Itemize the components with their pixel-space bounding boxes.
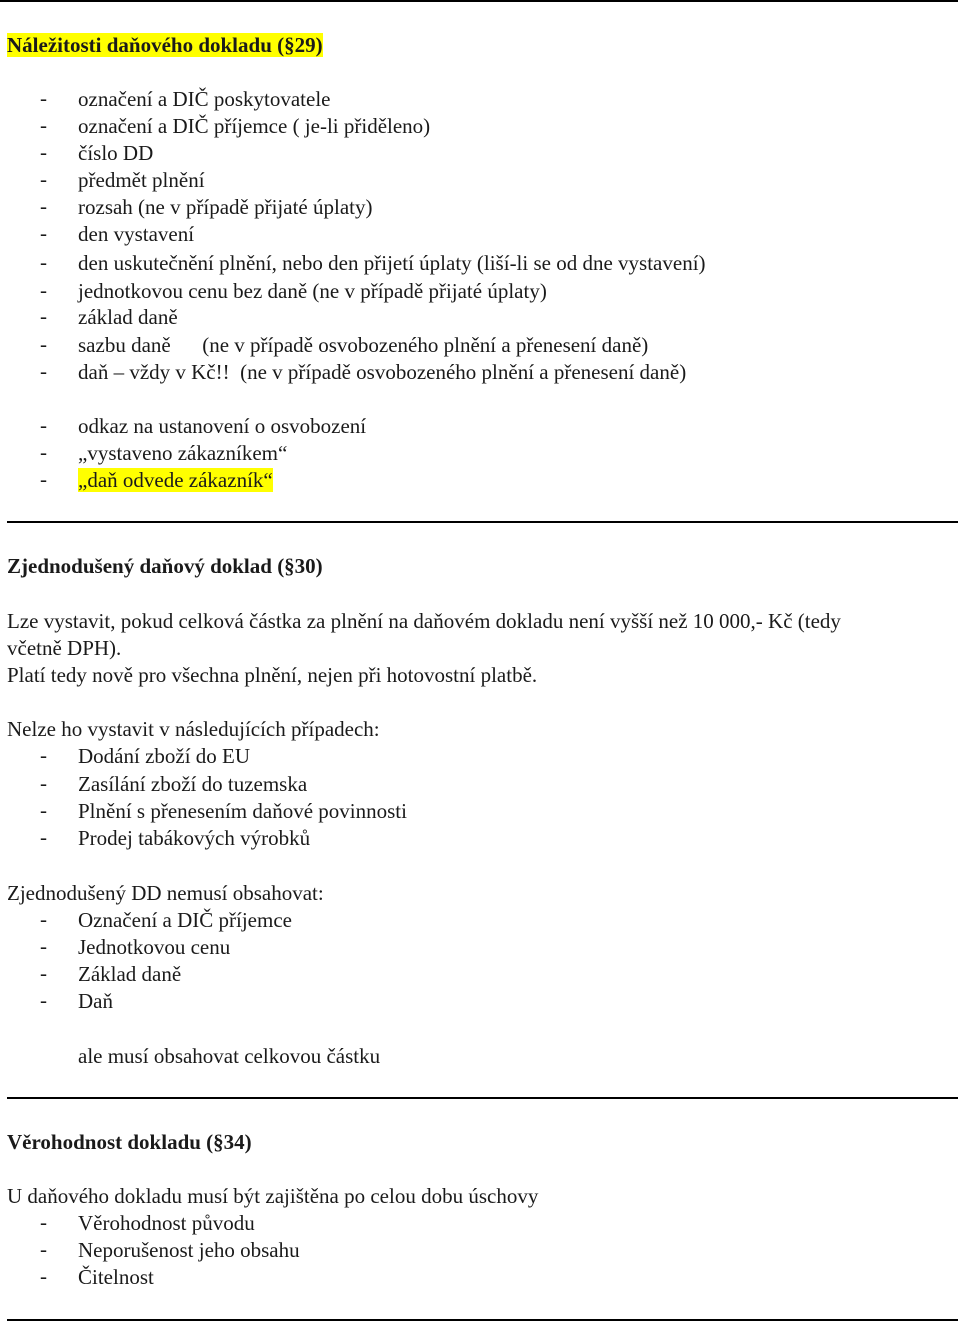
section-divider — [7, 521, 958, 523]
section2-heading: Zjednodušený daňový doklad (§30) — [7, 554, 323, 578]
list-item: - Plnění s přenesením daňové povinnosti — [40, 798, 407, 823]
section1-heading-text: Náležitosti daňového dokladu (§29) — [7, 33, 323, 57]
list-item: - označení a DIČ poskytovatele — [40, 86, 331, 111]
section2-paragraph: Lze vystavit, pokud celková částka za plnění na daňovém dokladu není vyšší než 10 000,- Kč (tedy — [7, 609, 841, 633]
cannot-issue-intro: Nelze ho vystavit v následujících případech: — [7, 717, 380, 741]
list-item: - Čitelnost — [40, 1264, 154, 1289]
list-item: - „vystaveno zákazníkem“ — [40, 440, 288, 465]
list-item: - Daň — [40, 988, 113, 1013]
top-rule — [0, 0, 958, 2]
list-item: - rozsah (ne v případě přijaté úplaty) — [40, 194, 373, 219]
list-item: - Prodej tabákových výrobků — [40, 825, 311, 850]
list-item: - den uskutečnění plnění, nebo den přijetí úplaty (liší-li se od dne vystavení) — [40, 250, 706, 275]
need-not-contain-intro: Zjednodušený DD nemusí obsahovat: — [7, 881, 324, 905]
list-item: - Věrohodnost původu — [40, 1210, 255, 1235]
list-item: - daň – vždy v Kč!! (ne v případě osvobozeného plnění a přenesení daně) — [40, 359, 687, 384]
list-item: - Neporušenost jeho obsahu — [40, 1237, 300, 1262]
list-item: - Základ daně — [40, 961, 182, 986]
list-item: - Jednotkovou cenu — [40, 934, 231, 959]
list-item: - Zasílání zboží do tuzemska — [40, 771, 308, 796]
list-item: - předmět plnění — [40, 167, 205, 192]
list-item-highlighted: - „daň odvede zákazník“ — [40, 467, 273, 492]
section2-paragraph2: Platí tedy nově pro všechna plnění, nejen při hotovostní platbě. — [7, 663, 538, 687]
list-item: - označení a DIČ příjemce ( je-li přiděleno) — [40, 113, 431, 138]
bottom-rule — [7, 1319, 958, 1321]
list-item: - den vystavení — [40, 221, 195, 246]
list-item: - Dodání zboží do EU — [40, 743, 251, 768]
section2-paragraph-cont: včetně DPH). — [7, 636, 122, 660]
section1-heading — [7, 32, 323, 59]
list-item: - číslo DD — [40, 140, 154, 165]
must-contain-note: ale musí obsahovat celkovou částku — [78, 1044, 381, 1068]
list-item: - Označení a DIČ příjemce — [40, 907, 292, 932]
list-item: - základ daně — [40, 304, 178, 329]
section-divider — [7, 1097, 958, 1099]
section3-intro: U daňového dokladu musí být zajištěna po celou dobu úschovy — [7, 1184, 539, 1208]
list-item: - sazbu daně (ne v případě osvobozeného plnění a přenesení daně) — [40, 332, 649, 357]
section3-heading: Věrohodnost dokladu (§34) — [7, 1130, 252, 1154]
list-item: - odkaz na ustanovení o osvobození — [40, 413, 367, 438]
list-item: - jednotkovou cenu bez daně (ne v případě přijaté úplaty) — [40, 278, 547, 303]
